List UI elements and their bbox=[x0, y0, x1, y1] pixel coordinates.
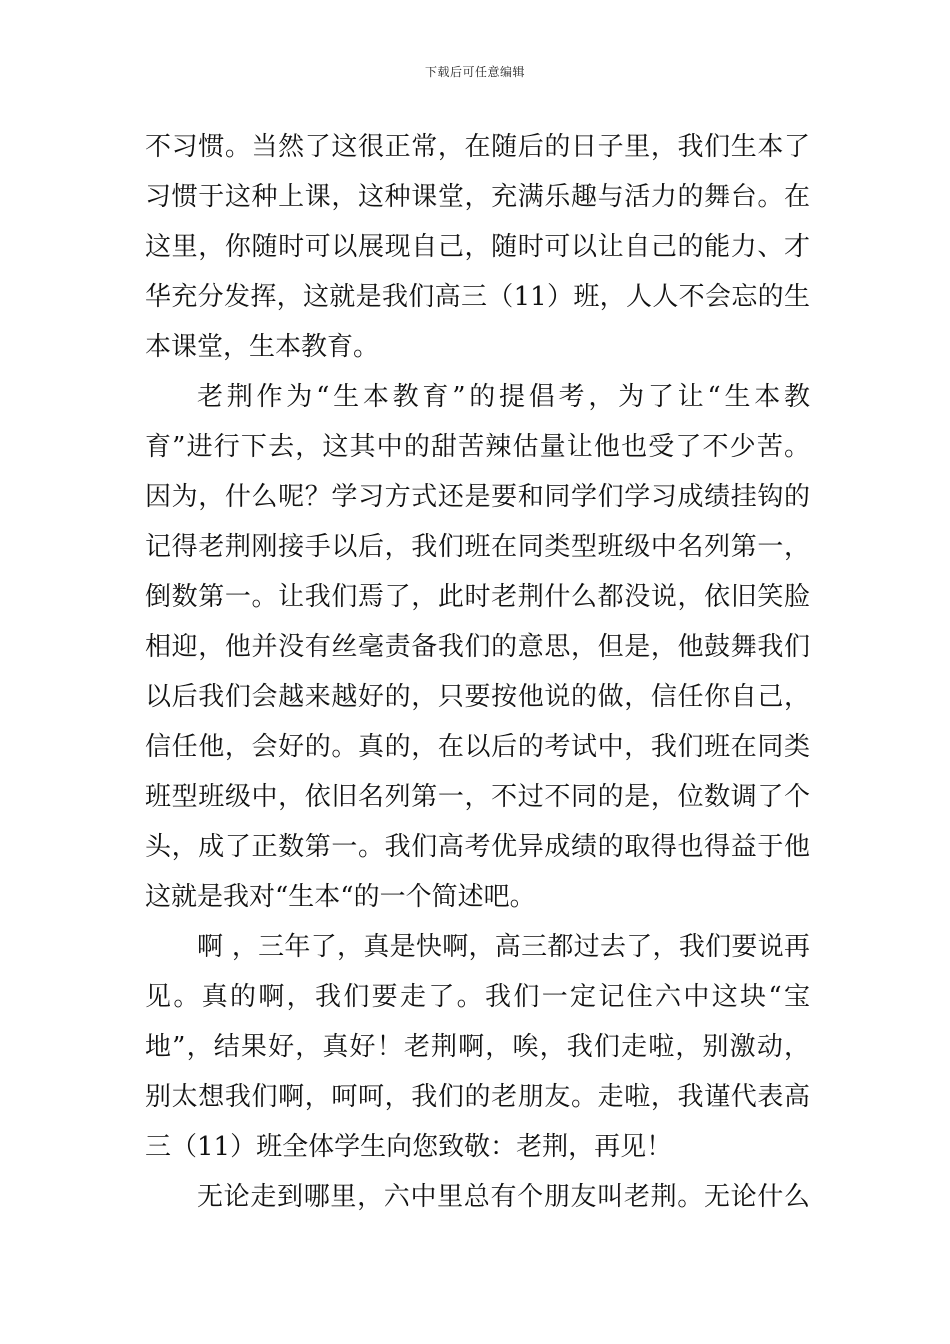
text-line: 本课堂，生本教育。 bbox=[145, 332, 380, 362]
text-line: 班型班级中，依旧名列第一，不过不同的是，位数调了个 bbox=[145, 782, 810, 812]
text-line: 见。真的啊，我们要走了。我们一定记住六中这块“宝 bbox=[145, 982, 810, 1012]
text-line: 地”，结果好，真好！老荆啊，唉，我们走啦，别激动， bbox=[145, 1032, 810, 1062]
text-line: 这里，你随时可以展现自己，随时可以让自己的能力、才 bbox=[145, 232, 810, 262]
text-line: 华充分发挥，这就是我们高三（11）班，人人不会忘的生 bbox=[145, 282, 810, 312]
page-header: 下载后可任意编辑 bbox=[424, 65, 525, 79]
text-line: 以后我们会越来越好的，只要按他说的做，信任你自己， bbox=[145, 682, 810, 712]
text-line: 育”进行下去，这其中的甜苦辣估量让他也受了不少苦。 bbox=[145, 432, 810, 462]
text-line: 信任他，会好的。真的，在以后的考试中，我们班在同类 bbox=[145, 732, 810, 762]
text-line: 倒数第一。让我们焉了，此时老荆什么都没说，依旧笑脸 bbox=[145, 582, 810, 612]
text-line: 习惯于这种上课，这种课堂，充满乐趣与活力的舞台。在 bbox=[145, 182, 810, 212]
text-line: 三（11）班全体学生向您致敬：老荆，再见！ bbox=[145, 1132, 673, 1162]
text-line: 老荆作为“生本教育”的提倡考，为了让“生本教 bbox=[197, 382, 810, 412]
text-line: 啊 ，三年了，真是快啊，高三都过去了，我们要说再 bbox=[197, 932, 810, 962]
text-line: 不习惯。当然了这很正常，在随后的日子里，我们生本了 bbox=[145, 132, 810, 162]
body-text bbox=[145, 122, 810, 1222]
text-line: 别太想我们啊，呵呵，我们的老朋友。走啦，我谨代表高 bbox=[145, 1082, 810, 1112]
text-line: 这就是我对“生本“的一个简述吧。 bbox=[145, 882, 536, 912]
text-line: 无论走到哪里，六中里总有个朋友叫老荆。无论什么 bbox=[197, 1182, 810, 1212]
text-line: 相迎，他并没有丝毫责备我们的意思，但是，他鼓舞我们 bbox=[145, 632, 810, 662]
text-line: 记得老荆刚接手以后，我们班在同类型班级中名列第一， bbox=[145, 532, 810, 562]
text-line: 头，成了正数第一。我们高考优异成绩的取得也得益于他 bbox=[145, 832, 810, 862]
text-line: 因为，什么呢？学习方式还是要和同学们学习成绩挂钩的 bbox=[145, 482, 810, 512]
